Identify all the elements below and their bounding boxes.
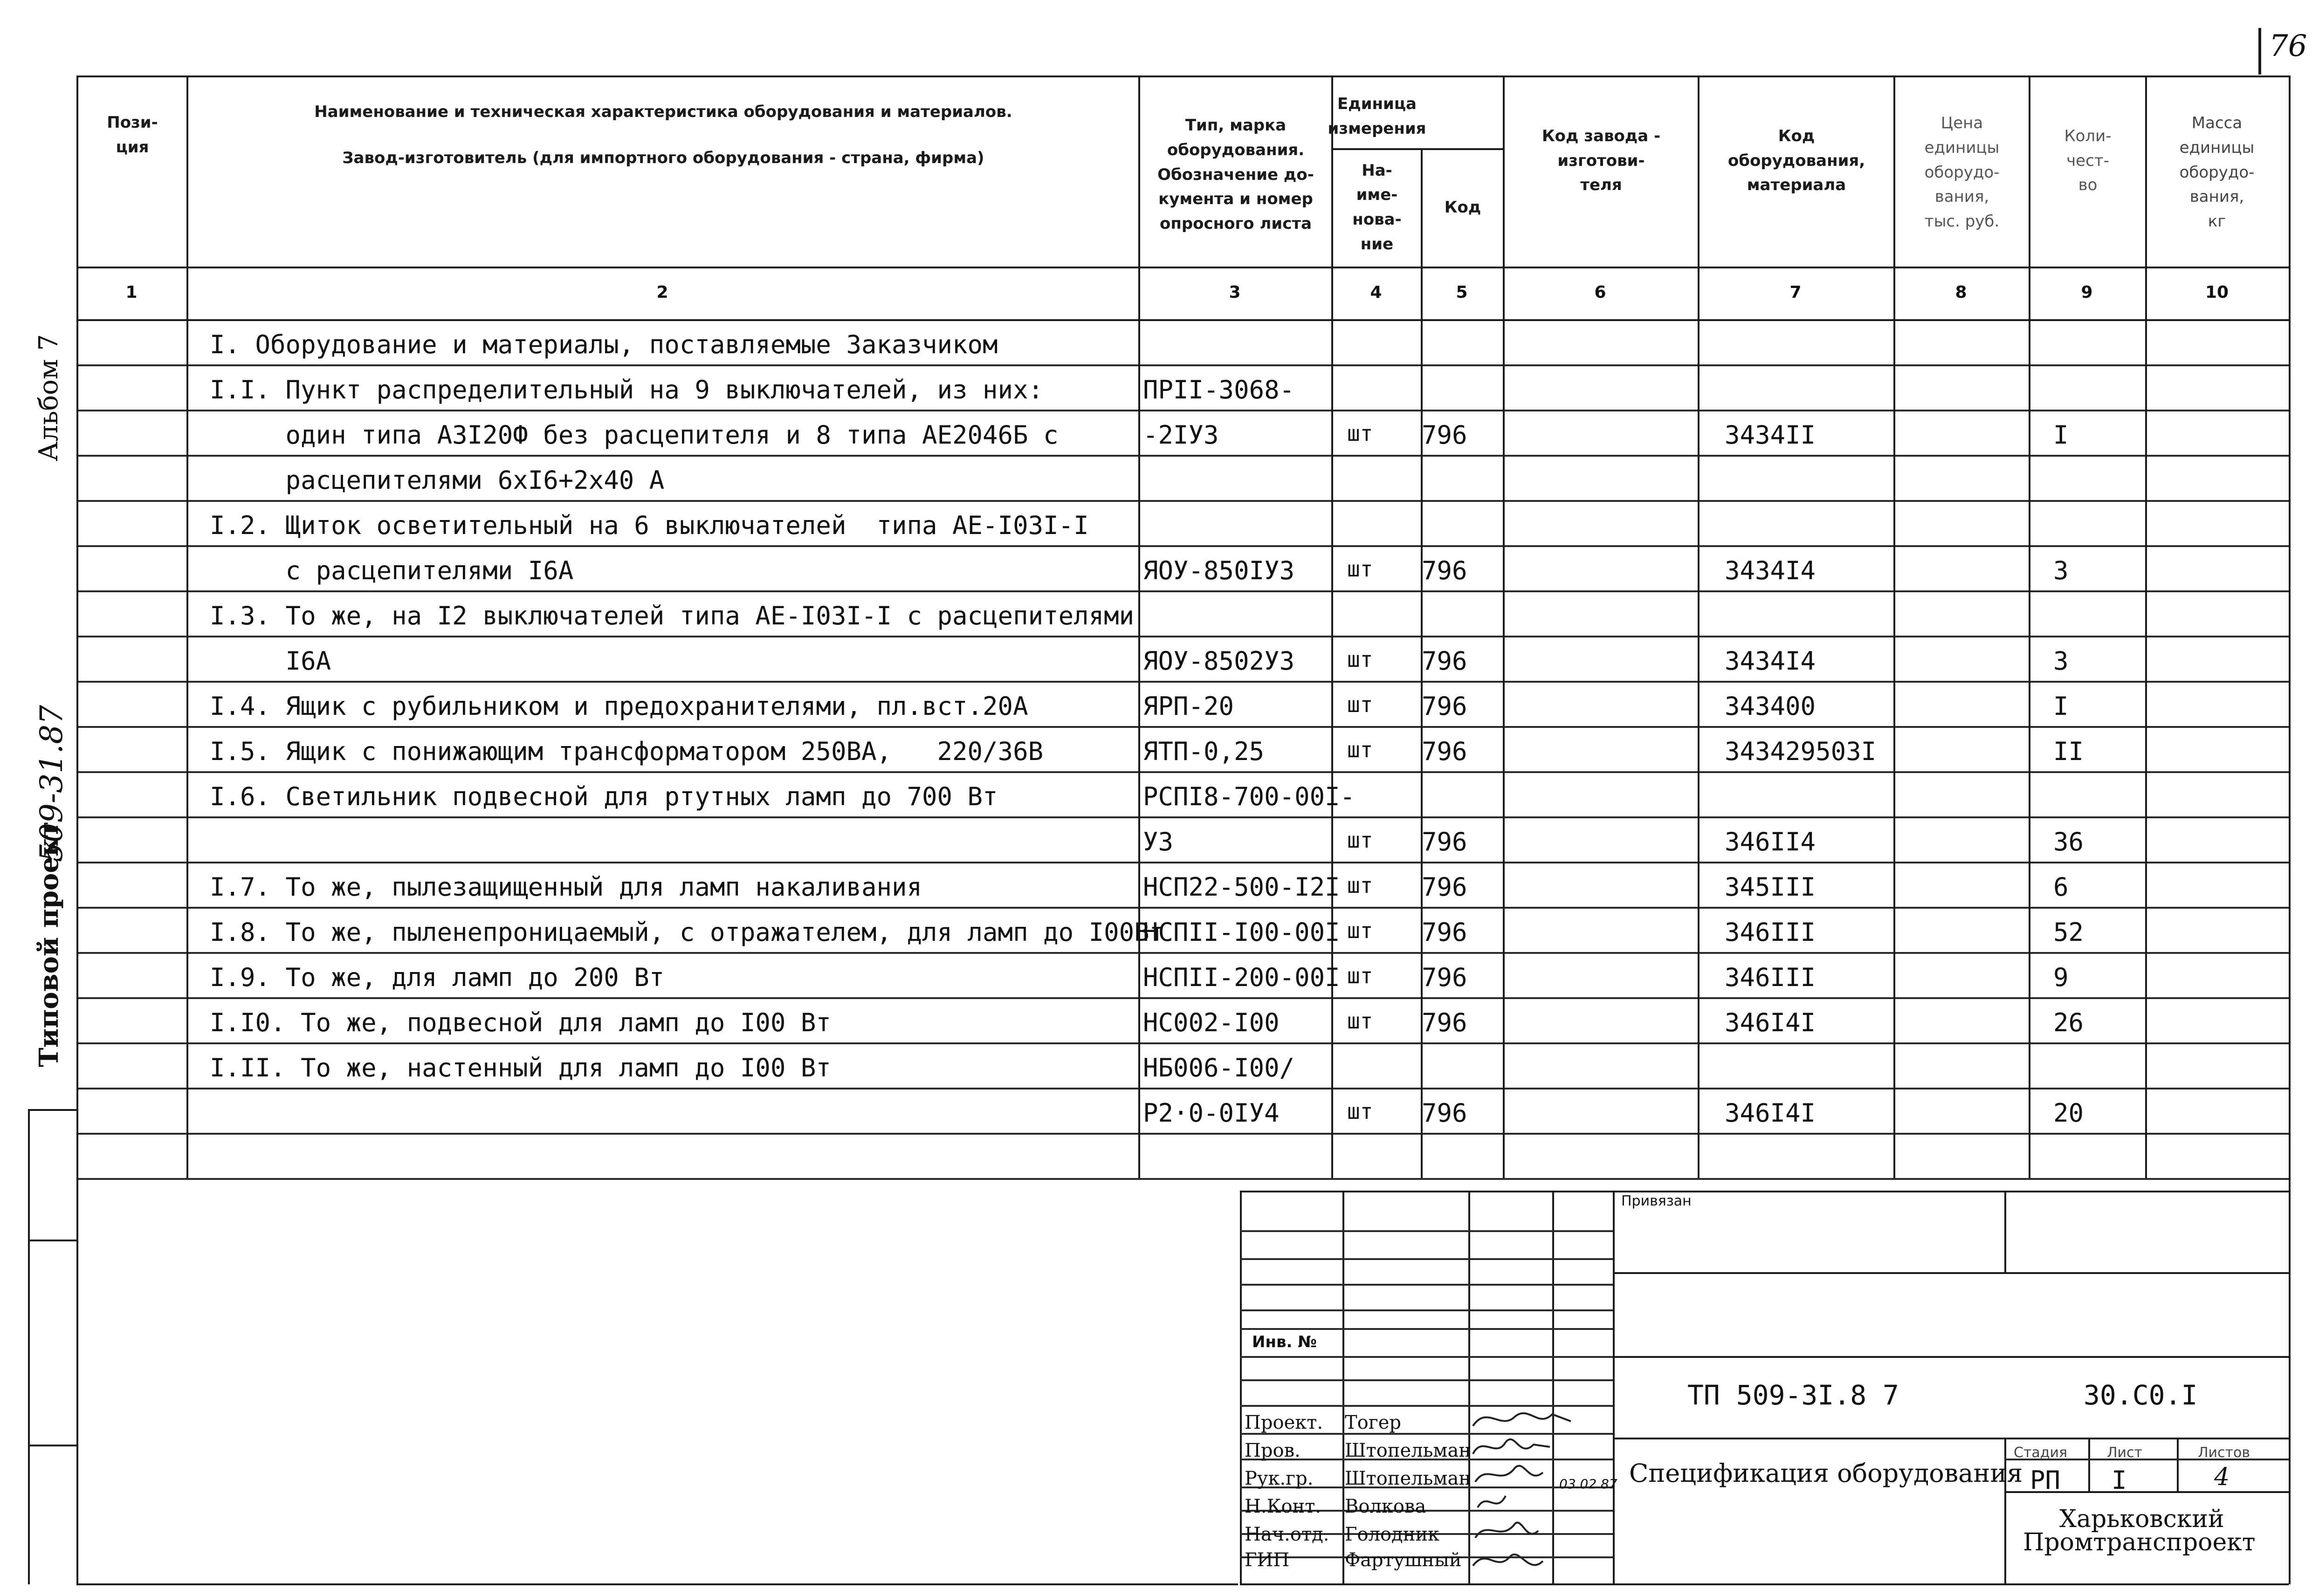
bound-label: Привязан [1621, 1193, 1692, 1209]
signer-name: Штопельман [1345, 1468, 1471, 1489]
column-number: 5 [1456, 283, 1468, 302]
item-name: I. Оборудование и материалы, поставляемые Заказчиком [210, 330, 998, 359]
item-type: ПРII-3068- [1143, 375, 1295, 404]
table-rule [1342, 1191, 1344, 1584]
table-rule [76, 997, 2289, 999]
project-label: Типовой проект [34, 821, 64, 1067]
table-rule [1698, 75, 1700, 1178]
item-name: I.2. Щиток осветительный на 6 выключателей типа АЕ-I03I-I [210, 511, 1089, 540]
header-unit-code: Код [1444, 198, 1481, 217]
table-rule [1240, 1284, 1613, 1286]
table-rule [76, 545, 2289, 547]
item-type: У3 [1143, 827, 1174, 856]
table-rule [1240, 1191, 1242, 1584]
item-type: ЯОУ-850IУ3 [1143, 556, 1295, 585]
document-title: Спецификация оборудования [1629, 1459, 2023, 1488]
item-unit: шт [1347, 737, 1373, 762]
table-rule [2088, 1438, 2090, 1491]
table-rule [76, 771, 2289, 773]
item-name: один типа А3I20Ф без расцепителя и 8 типа АЕ2046Б с [210, 420, 1059, 450]
item-quantity: 6 [2053, 872, 2069, 902]
item-type: НС002-I00 [1143, 1008, 1280, 1037]
header-maker-code: Код завода - изготови- теля [1541, 126, 1661, 195]
item-material-code: 345III [1725, 872, 1816, 902]
item-type: -2IУ3 [1143, 420, 1219, 450]
signer-name: Волкова [1345, 1496, 1426, 1517]
signer-role: ГИП [1245, 1549, 1290, 1571]
item-material-code: 346I4I [1725, 1008, 1816, 1037]
item-quantity: I [2053, 420, 2069, 450]
stage-value: РП [2030, 1466, 2061, 1495]
table-rule [1240, 1583, 2289, 1585]
item-quantity: 20 [2053, 1098, 2084, 1128]
item-name: I.7. То же, пылезащищенный для ламп накаливания [210, 872, 922, 902]
item-name: I.II. То же, настенный для ламп до I00 Вт [210, 1053, 831, 1082]
table-rule [76, 1088, 2289, 1089]
item-name: с расцепителями I6А [210, 556, 574, 585]
item-quantity: II [2053, 737, 2084, 766]
item-quantity: 52 [2053, 918, 2084, 947]
header-unit: Единица измерения [1328, 95, 1426, 138]
column-number: 8 [1955, 283, 1967, 302]
signature-stroke [1473, 1555, 1543, 1566]
item-name: I.I. Пункт распределительный на 9 выключателей, из них: [210, 375, 1044, 404]
signer-role: Проект. [1245, 1412, 1323, 1433]
item-quantity: 3 [2053, 646, 2069, 676]
sheet-code: 30.С0.I [2084, 1379, 2198, 1411]
item-material-code: 343429503I [1725, 737, 1877, 766]
item-unit: шт [1347, 963, 1373, 988]
sheet-value: I [2112, 1466, 2127, 1495]
item-quantity: I [2053, 692, 2069, 721]
table-rule [1240, 1309, 1613, 1311]
table-rule [1613, 1191, 1615, 1584]
item-quantity: 36 [2053, 827, 2084, 856]
item-unit-code: 796 [1422, 1008, 1467, 1037]
column-number: 3 [1229, 283, 1241, 302]
item-unit: шт [1347, 647, 1373, 672]
project-code: 509-31.87 [34, 705, 69, 862]
item-unit: шт [1347, 873, 1373, 898]
item-unit-code: 796 [1422, 556, 1467, 585]
item-unit-code: 796 [1422, 918, 1467, 947]
item-material-code: 346III [1725, 918, 1816, 947]
item-quantity: 3 [2053, 556, 2069, 585]
item-name: I.4. Ящик с рубильником и предохранителями, пл.вст.20А [210, 692, 1028, 721]
item-material-code: 3434I4 [1725, 556, 1816, 585]
column-number: 6 [1594, 283, 1606, 302]
table-rule [76, 1583, 1238, 1585]
table-rule [2004, 1191, 2006, 1272]
table-rule [76, 364, 2289, 366]
header-mass: Масса единицы оборудо- вания, кг [2179, 114, 2255, 231]
column-number: 4 [1370, 283, 1382, 302]
table-rule [1613, 1356, 2289, 1358]
table-rule [76, 681, 2289, 683]
item-type: Р2·0-0IУ4 [1143, 1098, 1280, 1128]
table-rule [2177, 1438, 2179, 1491]
table-rule [76, 726, 2289, 728]
table-rule [76, 319, 2289, 321]
signer-role: Нач.отд. [1245, 1524, 1329, 1545]
item-type: НБ006-I00/ [1143, 1053, 1295, 1082]
signer-role: Н.Конт. [1245, 1496, 1321, 1517]
item-name: I6А [210, 646, 331, 676]
signer-name: Штопельман [1345, 1440, 1471, 1461]
item-material-code: 346II4 [1725, 827, 1816, 856]
item-unit: шт [1347, 918, 1373, 943]
item-unit-code: 796 [1422, 827, 1467, 856]
table-rule [1240, 1379, 1613, 1381]
signatures [1468, 1403, 1576, 1589]
table-rule [28, 1109, 76, 1111]
header-price: Цена единицы оборудо- вания, тыс. руб. [1924, 114, 2000, 231]
column-number: 9 [2081, 283, 2093, 302]
table-rule [76, 1133, 2289, 1135]
header-material-code: Код оборудования, материала [1727, 126, 1865, 195]
item-name: расцепителями 6хI6+2х40 А [210, 466, 665, 495]
item-material-code: 346III [1725, 963, 1816, 992]
page-number-mark [2258, 28, 2261, 75]
signer-name: Фартушный [1345, 1549, 1462, 1571]
table-rule [76, 75, 78, 1178]
inventory-label: Инв. № [1252, 1333, 1317, 1351]
signature-stroke [1473, 1413, 1571, 1426]
table-rule [28, 1240, 76, 1241]
document-code: ТП 509-3I.8 7 [1687, 1379, 1899, 1411]
table-rule [76, 267, 2289, 268]
column-number: 2 [656, 283, 668, 302]
item-type: ЯТП-0,25 [1143, 737, 1265, 766]
item-material-code: 343400 [1725, 692, 1816, 721]
item-unit-code: 796 [1422, 737, 1467, 766]
table-rule [1503, 75, 1505, 1178]
page-number: 76 [2269, 29, 2307, 63]
table-rule [76, 1042, 2289, 1044]
item-type: ЯРП-20 [1143, 692, 1234, 721]
item-type: ЯОУ-8502У3 [1143, 646, 1295, 676]
signature-stroke [1473, 1439, 1550, 1454]
table-rule [1240, 1328, 1613, 1330]
item-material-code: 3434II [1725, 420, 1816, 450]
item-unit: шт [1347, 1099, 1373, 1124]
item-unit-code: 796 [1422, 872, 1467, 902]
column-number: 7 [1789, 283, 1802, 302]
table-rule [76, 636, 2289, 637]
organization-line1: Харьковский [2059, 1505, 2224, 1533]
organization-line2: Промтранспроект [2023, 1528, 2256, 1556]
signer-role: Пров. [1245, 1440, 1300, 1461]
header-name: Наименование и техническая характеристика оборудования и материалов. Завод-изготовитель (для импортного оборудования - страна, фирма) [314, 103, 1012, 167]
signer-name: Тогер [1345, 1412, 1401, 1433]
header-type: Тип, марка оборудования. Обозначение до- кумента и номер опросного листа [1157, 116, 1314, 233]
table-rule [1240, 1356, 1613, 1358]
item-unit-code: 796 [1422, 646, 1467, 676]
table-rule [76, 907, 2289, 909]
item-unit: шт [1347, 692, 1373, 717]
album-label: Альбом 7 [34, 334, 64, 461]
sheets-header: Листов [2198, 1445, 2250, 1461]
sign-date: 03.02.87 [1559, 1476, 1617, 1492]
column-number: 1 [125, 283, 138, 302]
table-rule [1240, 1230, 1613, 1232]
table-rule [28, 1445, 76, 1446]
item-unit: шт [1347, 421, 1373, 446]
item-unit-code: 796 [1422, 692, 1467, 721]
header-quantity: Коли- чест- во [2064, 126, 2112, 195]
item-type: РСПI8-700-00I- [1143, 782, 1356, 811]
signer-name: Голодник [1345, 1524, 1440, 1545]
table-rule [76, 862, 2289, 863]
table-rule [76, 500, 2289, 502]
signature-stroke [1475, 1522, 1538, 1538]
item-material-code: 3434I4 [1725, 646, 1816, 676]
item-quantity: 9 [2053, 963, 2069, 992]
item-name: I.8. То же, пыленепроницаемый, с отражателем, для ламп до I00Вт [210, 918, 1165, 947]
table-rule [76, 455, 2289, 457]
table-rule [1240, 1191, 2289, 1192]
table-rule [76, 410, 2289, 411]
table-rule [2289, 75, 2291, 1584]
item-unit-code: 796 [1422, 1098, 1467, 1128]
table-rule [1613, 1272, 2289, 1274]
table-rule [76, 952, 2289, 954]
signer-role: Рук.гр. [1245, 1468, 1314, 1489]
table-rule [1240, 1258, 1613, 1260]
item-unit: шт [1347, 828, 1373, 853]
table-rule [76, 590, 2289, 592]
sheet-header: Лист [2107, 1445, 2143, 1461]
item-type: НСП22-500-I2I [1143, 872, 1340, 902]
table-rule [186, 75, 188, 1178]
item-unit-code: 796 [1422, 420, 1467, 450]
item-unit-code: 796 [1422, 963, 1467, 992]
table-rule [28, 1109, 30, 1584]
table-rule [76, 1178, 2289, 1180]
table-rule [1613, 1438, 2289, 1439]
item-name: I.5. Ящик с понижающим трансформатором 250ВА, 220/36В [210, 737, 1044, 766]
item-name: I.I0. То же, подвесной для ламп до I00 Вт [210, 1008, 831, 1037]
stage-header: Стадия [2014, 1445, 2068, 1461]
item-name: I.6. Светильник подвесной для ртутных ламп до 700 Вт [210, 782, 998, 811]
table-rule [2029, 75, 2030, 1178]
header-unit-name: На- име- нова- ние [1352, 161, 1402, 253]
sheets-value: 4 [2214, 1463, 2230, 1491]
item-type: НСПII-I00-00I [1143, 918, 1340, 947]
table-rule [76, 816, 2289, 818]
item-unit: шт [1347, 556, 1373, 582]
header-position: Пози- ция [107, 113, 158, 157]
item-name: I.3. То же, на I2 выключателей типа АЕ-I03I-I с расцепителями [210, 601, 1135, 630]
table-rule [76, 75, 2289, 77]
column-number: 10 [2205, 283, 2229, 302]
signature-stroke [1478, 1496, 1506, 1507]
item-material-code: 346I4I [1725, 1098, 1816, 1128]
signature-stroke [1475, 1466, 1543, 1482]
item-quantity: 26 [2053, 1008, 2084, 1037]
item-name: I.9. То же, для ламп до 200 Вт [210, 963, 665, 992]
item-type: НСПII-200-00I [1143, 963, 1340, 992]
item-unit: шт [1347, 1008, 1373, 1034]
